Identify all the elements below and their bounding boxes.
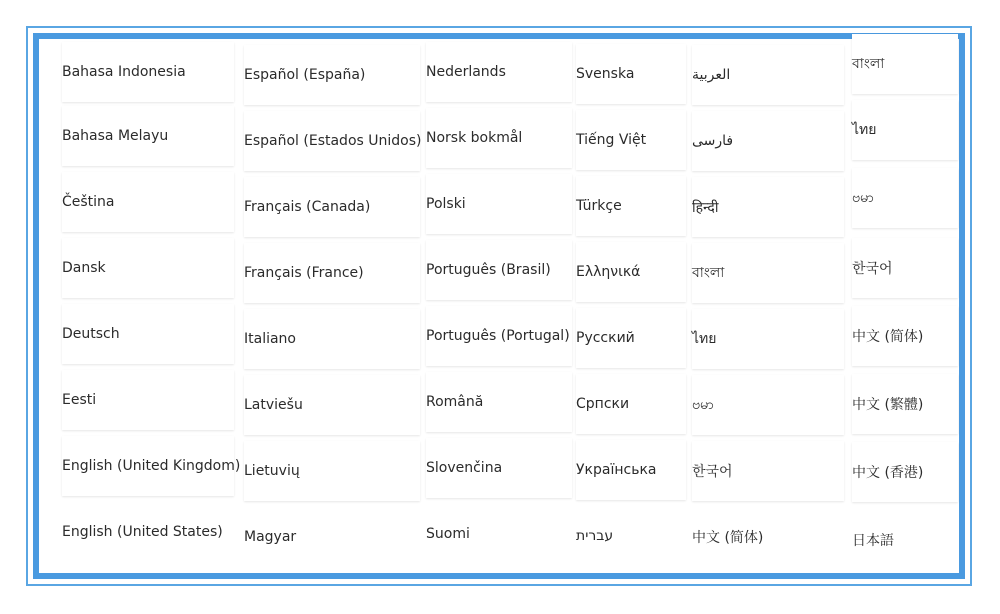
language-label: Slovenčina — [426, 460, 503, 476]
language-option-francais-france[interactable] — [244, 243, 420, 303]
language-label: বাংলা — [692, 265, 725, 281]
language-label: Ελληνικά — [576, 264, 641, 280]
language-option-slovencina[interactable] — [426, 438, 572, 498]
language-option-portugues-brasil[interactable] — [426, 240, 572, 300]
language-option-korean[interactable] — [852, 238, 958, 298]
language-option-cestina[interactable] — [62, 172, 234, 232]
language-option-russkiy[interactable] — [576, 308, 686, 368]
language-label: 한국어 — [852, 261, 893, 277]
language-label: Nederlands — [426, 64, 506, 80]
language-option-japanese[interactable] — [852, 510, 958, 570]
language-label: Русский — [576, 330, 635, 346]
language-label: Українська — [576, 462, 657, 478]
language-option-romana[interactable] — [426, 372, 572, 432]
language-option-norsk-bokmal[interactable] — [426, 108, 572, 168]
language-option-magyar[interactable] — [244, 507, 420, 567]
language-label: Eesti — [62, 392, 97, 408]
language-label: বাংলা — [852, 56, 885, 72]
language-option-thai[interactable] — [852, 100, 958, 160]
language-label: Italiano — [244, 331, 296, 347]
language-label: 中文 (简体) — [692, 530, 764, 546]
language-option-bahasa-melayu[interactable] — [62, 106, 234, 166]
language-option-chinese-traditional[interactable] — [852, 374, 958, 434]
language-option-tieng-viet[interactable] — [576, 110, 686, 170]
language-label: العربية — [692, 67, 731, 83]
language-option-francais-canada[interactable] — [244, 177, 420, 237]
language-option-burmese[interactable] — [692, 375, 844, 435]
language-option-farsi[interactable] — [692, 111, 844, 171]
language-label: 한국어 — [692, 464, 733, 480]
language-label: Bahasa Melayu — [62, 128, 169, 144]
language-option-srpski[interactable] — [576, 374, 686, 434]
language-option-bangla[interactable] — [692, 243, 844, 303]
language-label: Español (Estados Unidos) — [244, 133, 422, 149]
language-option-italiano[interactable] — [244, 309, 420, 369]
language-label: 中文 (香港) — [852, 465, 924, 481]
language-option-nederlands[interactable] — [426, 42, 572, 102]
language-label: Svenska — [576, 66, 635, 82]
language-option-ivrit[interactable] — [576, 506, 686, 566]
language-option-turkce[interactable] — [576, 176, 686, 236]
language-label: 中文 (简体) — [852, 329, 924, 345]
language-option-espanol-espana[interactable] — [244, 45, 420, 105]
language-label: 日本語 — [852, 533, 894, 549]
language-label: Deutsch — [62, 326, 120, 342]
language-label: Français (France) — [244, 265, 364, 281]
language-label: Српски — [576, 396, 630, 412]
language-option-suomi[interactable] — [426, 504, 572, 564]
language-option-lietuviu[interactable] — [244, 441, 420, 501]
language-option-chinese-simplified[interactable] — [692, 507, 844, 567]
language-label: Dansk — [62, 260, 106, 276]
language-option-chinese-hong-kong[interactable] — [852, 442, 958, 502]
language-option-arabic[interactable] — [692, 45, 844, 105]
language-label: English (United States) — [62, 524, 223, 540]
language-option-portugues-portugal[interactable] — [426, 306, 572, 366]
language-label: Português (Brasil) — [426, 262, 551, 278]
language-label: Bahasa Indonesia — [62, 64, 186, 80]
language-option-deutsch[interactable] — [62, 304, 234, 364]
language-label: Türkçe — [576, 198, 622, 214]
language-label: Suomi — [426, 526, 470, 542]
language-label: فارسی — [692, 133, 734, 149]
language-label: Polski — [426, 196, 466, 212]
language-option-bangla[interactable] — [852, 34, 958, 94]
language-label: English (United Kingdom) — [62, 458, 241, 474]
language-label: हिन्दी — [692, 199, 719, 216]
language-option-bahasa-indonesia[interactable] — [62, 42, 234, 102]
language-option-latviesu[interactable] — [244, 375, 420, 435]
language-label: Čeština — [62, 194, 115, 210]
language-option-hindi[interactable] — [692, 177, 844, 237]
language-label: Español (España) — [244, 67, 366, 83]
language-label: Português (Portugal) — [426, 328, 570, 344]
language-option-english-us[interactable] — [62, 502, 234, 562]
language-option-polski[interactable] — [426, 174, 572, 234]
language-label: ไทย — [692, 331, 717, 347]
language-label: Lietuvių — [244, 463, 300, 479]
language-option-burmese[interactable] — [852, 168, 958, 228]
language-option-thai[interactable] — [692, 309, 844, 369]
language-label: Français (Canada) — [244, 199, 371, 215]
language-label: 中文 (繁體) — [852, 397, 924, 413]
language-label: Română — [426, 394, 484, 410]
language-label: ဗမာ — [692, 396, 714, 413]
language-label: ไทย — [852, 122, 877, 138]
language-option-ellinika[interactable] — [576, 242, 686, 302]
language-label: Latviešu — [244, 397, 303, 413]
language-option-dansk[interactable] — [62, 238, 234, 298]
language-label: Tiếng Việt — [576, 132, 647, 148]
language-option-korean[interactable] — [692, 441, 844, 501]
language-label: Magyar — [244, 529, 297, 545]
language-label: ဗမာ — [852, 189, 874, 206]
language-option-eesti[interactable] — [62, 370, 234, 430]
language-label: Norsk bokmål — [426, 130, 523, 146]
language-option-chinese-simplified[interactable] — [852, 306, 958, 366]
language-option-espanol-estados-unidos[interactable] — [244, 111, 420, 171]
language-option-english-uk[interactable] — [62, 436, 241, 496]
language-option-svenska[interactable] — [576, 44, 686, 104]
language-option-ukrainska[interactable] — [576, 440, 686, 500]
language-label: עברית — [576, 528, 614, 544]
